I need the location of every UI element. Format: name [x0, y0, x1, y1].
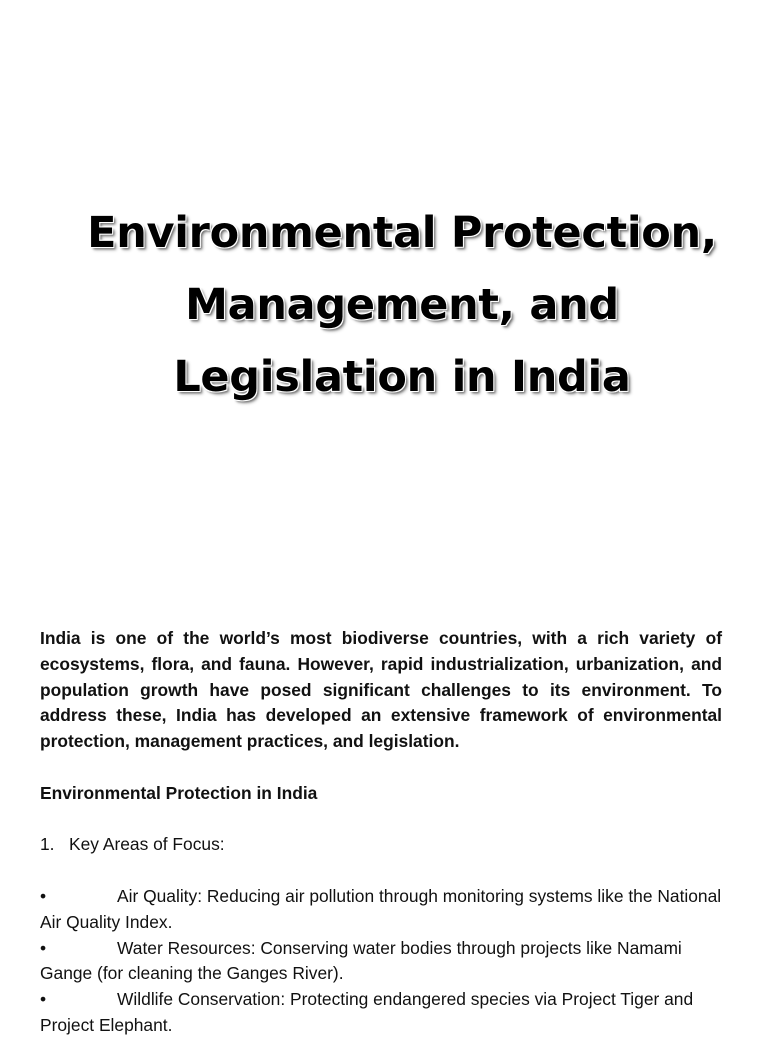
title-line-2: Management, and — [185, 279, 619, 330]
bullet-list — [40, 884, 722, 1039]
document-body — [40, 626, 722, 1039]
numbered-item-number: 1. — [40, 834, 55, 855]
bullet-icon: • — [40, 885, 47, 906]
title-line-3: Legislation in India — [173, 351, 631, 402]
bullet-text: Wildlife Conservation: Protecting endangered species via Project Tiger and Project Elephant. — [40, 989, 694, 1035]
title-line-1: Environmental Protection, — [87, 207, 717, 258]
bullet-icon: • — [40, 989, 47, 1010]
intro-paragraph: India is one of the world’s most biodiverse countries, with a rich variety of ecosystems, flora, and fauna. However, rapid industrialization, urbanization, and population growth have posed significant challenges to its environment. To address these, India has developed an extensive framework of environmental protection, management practices, and legislation. — [40, 628, 722, 752]
bullet-text: Air Quality: Reducing air pollution through monitoring systems like the National Air Quality Index. — [40, 885, 722, 932]
bullet-item — [40, 987, 722, 1039]
slide-title — [0, 197, 768, 413]
numbered-item-label: Key Areas of Focus: — [69, 834, 225, 855]
bullet-text: Water Resources: Conserving water bodies through projects like Namami Gange (for cleaning the Ganges River). — [40, 937, 682, 984]
bullet-icon: • — [40, 937, 47, 958]
section-heading: Environmental Protection in India — [40, 782, 318, 803]
numbered-item — [40, 832, 722, 858]
bullet-item — [40, 936, 722, 988]
bullet-item — [40, 884, 722, 936]
